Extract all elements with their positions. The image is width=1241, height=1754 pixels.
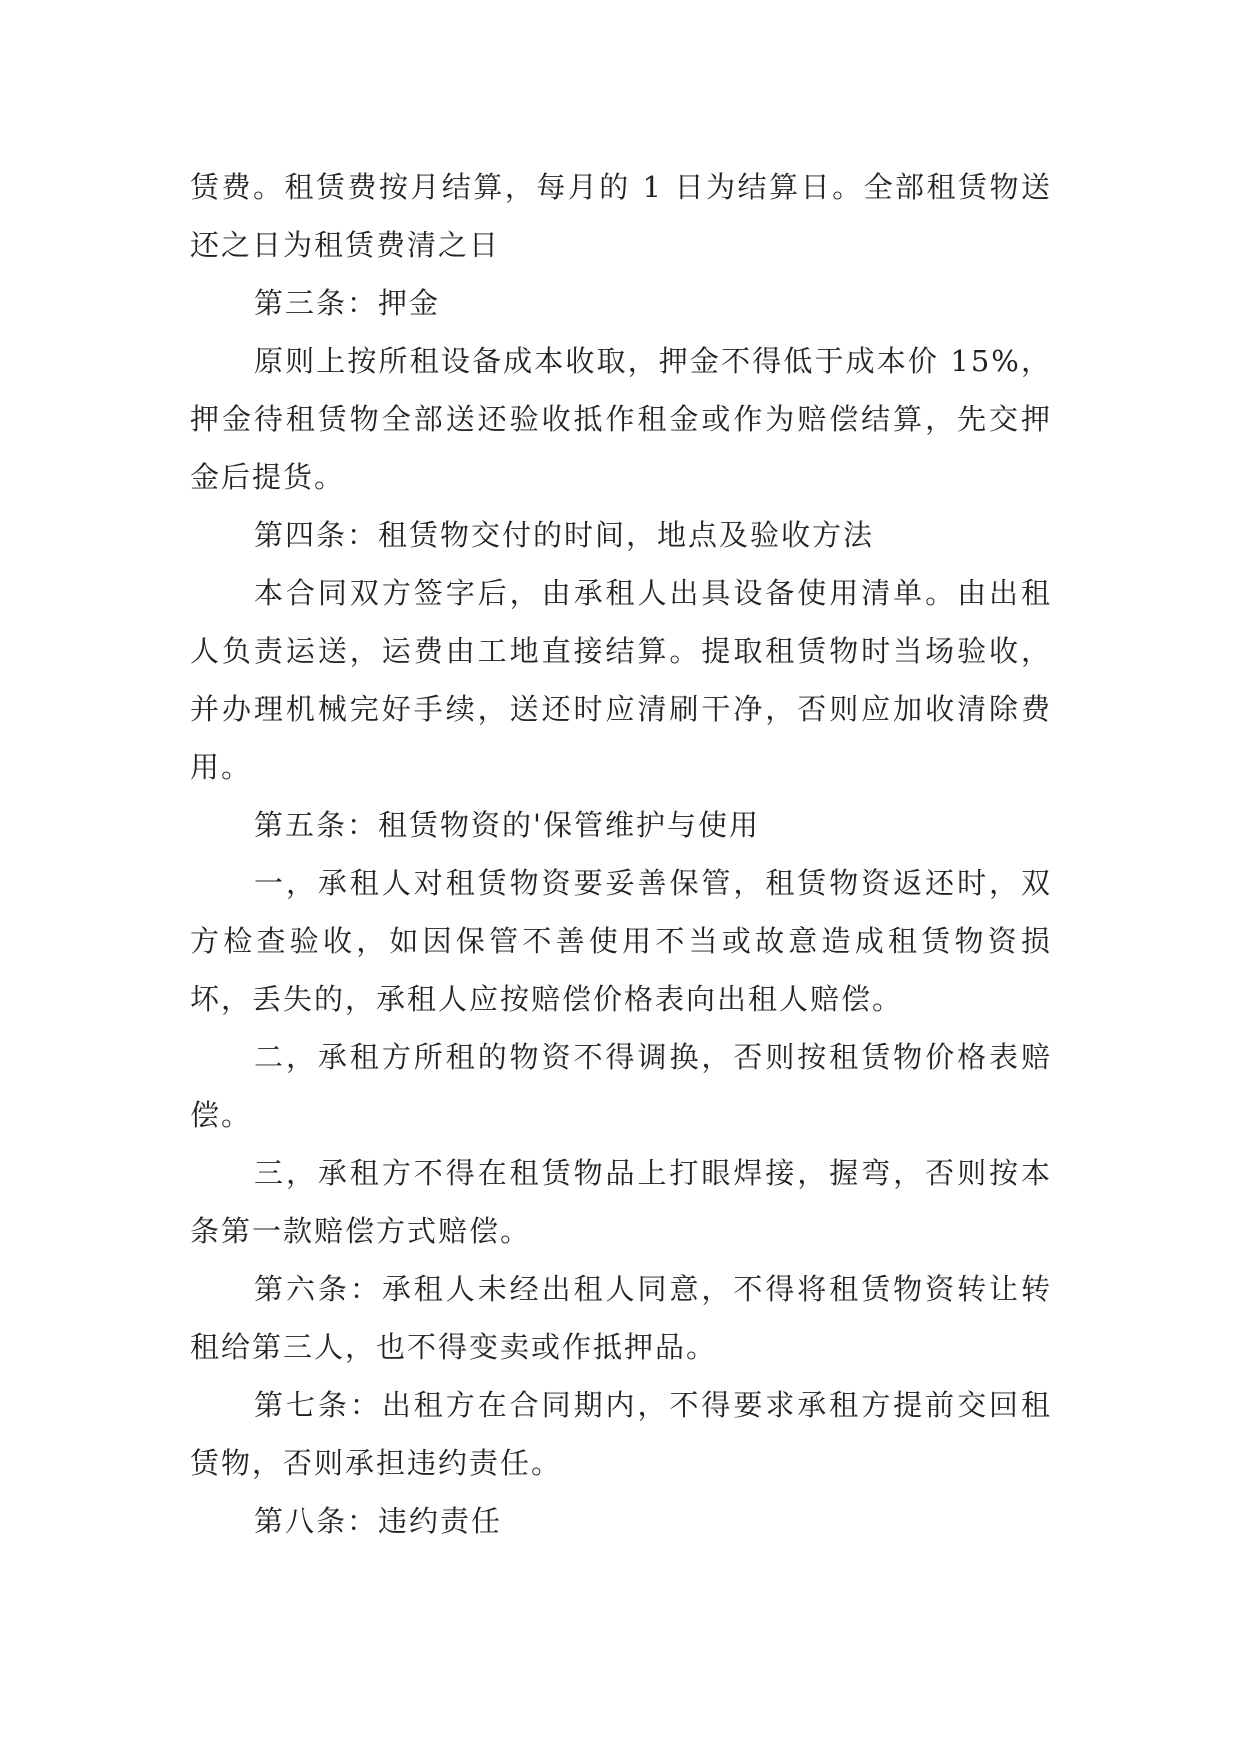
article-3-heading: 第三条：押金 xyxy=(254,286,441,320)
paragraph-custody-3: 三，承租方不得在租赁物品上打眼焊接，握弯，否则按本条第一款赔偿方式赔偿。 xyxy=(190,1156,1052,1248)
document-body xyxy=(190,158,1052,1550)
paragraph-custody-1: 一，承租人对租赁物资要妥善保管，租赁物资返还时，双方检查验收，如因保管不善使用不当或故意造成租赁物资损坏，丢失的，承租人应按赔偿价格表向出租人赔偿。 xyxy=(190,866,1052,1016)
paragraph-delivery: 本合同双方签字后，由承租人出具设备使用清单。由出租人负责运送，运费由工地直接结算。提取租赁物时当场验收，并办理机械完好手续，送还时应清刷干净，否则应加收清除费用。 xyxy=(190,576,1052,784)
paragraph-custody-2: 二，承租方所租的物资不得调换，否则按租赁物价格表赔偿。 xyxy=(190,1040,1052,1132)
paragraph-rent-settlement: 赁费。租赁费按月结算，每月的 1 日为结算日。全部租赁物送还之日为租赁费清之日 xyxy=(190,170,1052,262)
article-5-heading: 第五条：租赁物资的'保管维护与使用 xyxy=(254,808,760,842)
article-7-paragraph: 第七条：出租方在合同期内，不得要求承租方提前交回租赁物，否则承担违约责任。 xyxy=(190,1388,1052,1480)
article-4-heading: 第四条：租赁物交付的时间，地点及验收方法 xyxy=(254,518,875,552)
paragraph-deposit: 原则上按所租设备成本收取，押金不得低于成本价 15%，押金待租赁物全部送还验收抵作租金或作为赔偿结算，先交押金后提货。 xyxy=(190,344,1052,494)
article-6-paragraph: 第六条：承租人未经出租人同意，不得将租赁物资转让转租给第三人，也不得变卖或作抵押品。 xyxy=(190,1272,1052,1364)
article-8-heading: 第八条：违约责任 xyxy=(254,1504,503,1538)
